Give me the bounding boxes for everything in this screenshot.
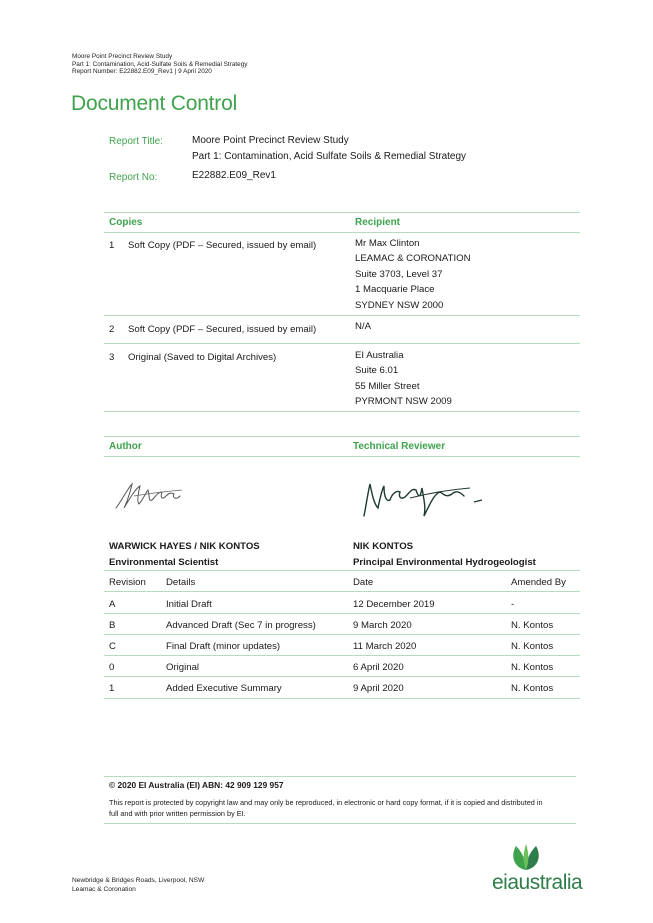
revision-row-rev: 1 — [109, 683, 115, 694]
copy-1-recipient-line: 1 Macquarie Place — [355, 284, 435, 296]
copies-bottom-rule — [104, 411, 580, 412]
revision-row-by: N. Kontos — [511, 641, 554, 652]
copy-1-recipient-line: LEAMAC & CORONATION — [355, 253, 471, 265]
copy-1-recipient-line: SYDNEY NSW 2000 — [355, 299, 444, 311]
copyright-line-2: full and with prior written permission by EI. — [109, 809, 246, 818]
reviewer-signature — [360, 476, 486, 522]
report-title-value — [192, 133, 466, 165]
revision-row-rev: A — [109, 599, 116, 610]
copyright-notice — [109, 797, 579, 819]
copies-header: Copies — [109, 217, 143, 228]
copy-3-desc: Original (Saved to Digital Archives) — [128, 352, 277, 363]
copies-top-rule — [104, 212, 580, 213]
revision-row-rev: B — [109, 620, 116, 631]
revision-row-by: N. Kontos — [511, 683, 554, 694]
revision-row-rev: 0 — [109, 662, 115, 673]
footer-address — [72, 877, 204, 894]
copies-row-rule — [104, 343, 580, 344]
copyright-heading: © 2020 EI Australia (EI) ABN: 42 909 129 957 — [109, 780, 284, 790]
copy-1-recipient — [355, 236, 471, 313]
revision-row-details: Final Draft (minor updates) — [166, 641, 281, 652]
reviewer-name: NIK KONTOS — [353, 541, 414, 552]
revision-bottom-rule — [104, 698, 580, 699]
copy-3-recipient-line: 55 Miller Street — [355, 380, 420, 392]
logo-wordmark: eiaustralia — [492, 871, 583, 894]
revision-row-rule — [104, 613, 580, 614]
revision-top-rule — [104, 570, 580, 571]
copy-1-recipient-line: Suite 3703, Level 37 — [355, 268, 443, 280]
report-no-label: Report No: — [109, 172, 158, 183]
report-title-label: Report Title: — [109, 136, 163, 147]
revision-row-by: - — [511, 599, 515, 610]
header-line-3: Report Number: E22882.E09_Rev1 | 9 April 2020 — [72, 68, 212, 76]
revision-row-details: Original — [166, 662, 200, 673]
copies-header-rule — [104, 232, 580, 233]
page-title: Document Control — [71, 92, 238, 115]
revision-row-date: 12 December 2019 — [353, 599, 435, 610]
header-line-1: Moore Point Precinct Review Study — [72, 53, 173, 60]
reviewer-role: Principal Environmental Hydrogeologist — [353, 557, 536, 568]
copy-3-recipient — [355, 348, 452, 410]
signoff-top-rule — [104, 436, 580, 437]
report-no-value: E22882.E09_Rev1 — [192, 170, 276, 181]
report-title-line-1: Moore Point Precinct Review Study — [192, 135, 349, 146]
copy-3-recipient-line: EI Australia — [355, 350, 404, 361]
leaf-icon — [508, 842, 544, 872]
revision-header-rule — [104, 591, 580, 592]
copy-1-desc: Soft Copy (PDF – Secured, issued by email) — [128, 240, 317, 251]
header-line-2: Part 1: Contamination, Acid-Sulfate Soils & Remedial Strategy — [72, 60, 248, 68]
copy-3-recipient-line: Suite 6.01 — [355, 365, 399, 377]
footer-line-2: Leamac & Coronation — [72, 885, 136, 893]
revision-row-date: 9 April 2020 — [353, 683, 404, 694]
copy-2-recipient: N/A — [355, 321, 371, 332]
page-header — [72, 53, 247, 76]
copies-row-rule — [104, 315, 580, 316]
copyright-bottom-rule — [104, 823, 576, 824]
revision-row-by: N. Kontos — [511, 662, 554, 673]
revision-row-details: Added Executive Summary — [166, 683, 282, 694]
revision-row-rule — [104, 655, 580, 656]
copy-2-desc: Soft Copy (PDF – Secured, issued by email) — [128, 324, 317, 335]
copy-3-num: 3 — [109, 352, 115, 363]
author-name: WARWICK HAYES / NIK KONTOS — [109, 541, 260, 552]
copy-1-recipient-line: Mr Max Clinton — [355, 238, 420, 249]
revision-row-details: Initial Draft — [166, 599, 212, 610]
author-label: Author — [109, 441, 142, 452]
revision-row-date: 11 March 2020 — [353, 641, 417, 652]
author-role: Environmental Scientist — [109, 557, 219, 568]
copy-1-num: 1 — [109, 240, 115, 251]
details-col-header: Details — [166, 577, 196, 588]
revision-row-details: Advanced Draft (Sec 7 in progress) — [166, 620, 316, 631]
revision-row-rule — [104, 676, 580, 677]
ei-australia-logo — [492, 842, 596, 894]
signoff-header-rule — [104, 456, 580, 457]
copy-2-num: 2 — [109, 324, 115, 335]
copyright-top-rule — [104, 776, 576, 777]
date-col-header: Date — [353, 577, 374, 588]
reviewer-label: Technical Reviewer — [353, 441, 446, 452]
revision-row-date: 6 April 2020 — [353, 662, 404, 673]
copy-3-recipient-line: PYRMONT NSW 2009 — [355, 396, 452, 408]
copyright-line-1: This report is protected by copyright law and may only be reproduced, in electronic or hard copy format, if it is copied and distributed in — [109, 798, 543, 807]
amended-col-header: Amended By — [511, 577, 566, 588]
revision-row-by: N. Kontos — [511, 620, 554, 631]
revision-col-header: Revision — [109, 577, 146, 588]
recipient-header: Recipient — [355, 217, 401, 228]
report-title-line-2: Part 1: Contamination, Acid Sulfate Soils & Remedial Strategy — [192, 151, 467, 162]
revision-row-date: 9 March 2020 — [353, 620, 412, 631]
revision-row-rev: C — [109, 641, 116, 652]
author-signature — [112, 474, 188, 514]
footer-line-1: Newbridge & Bridges Roads, Liverpool, NSW — [72, 877, 205, 884]
revision-row-rule — [104, 634, 580, 635]
